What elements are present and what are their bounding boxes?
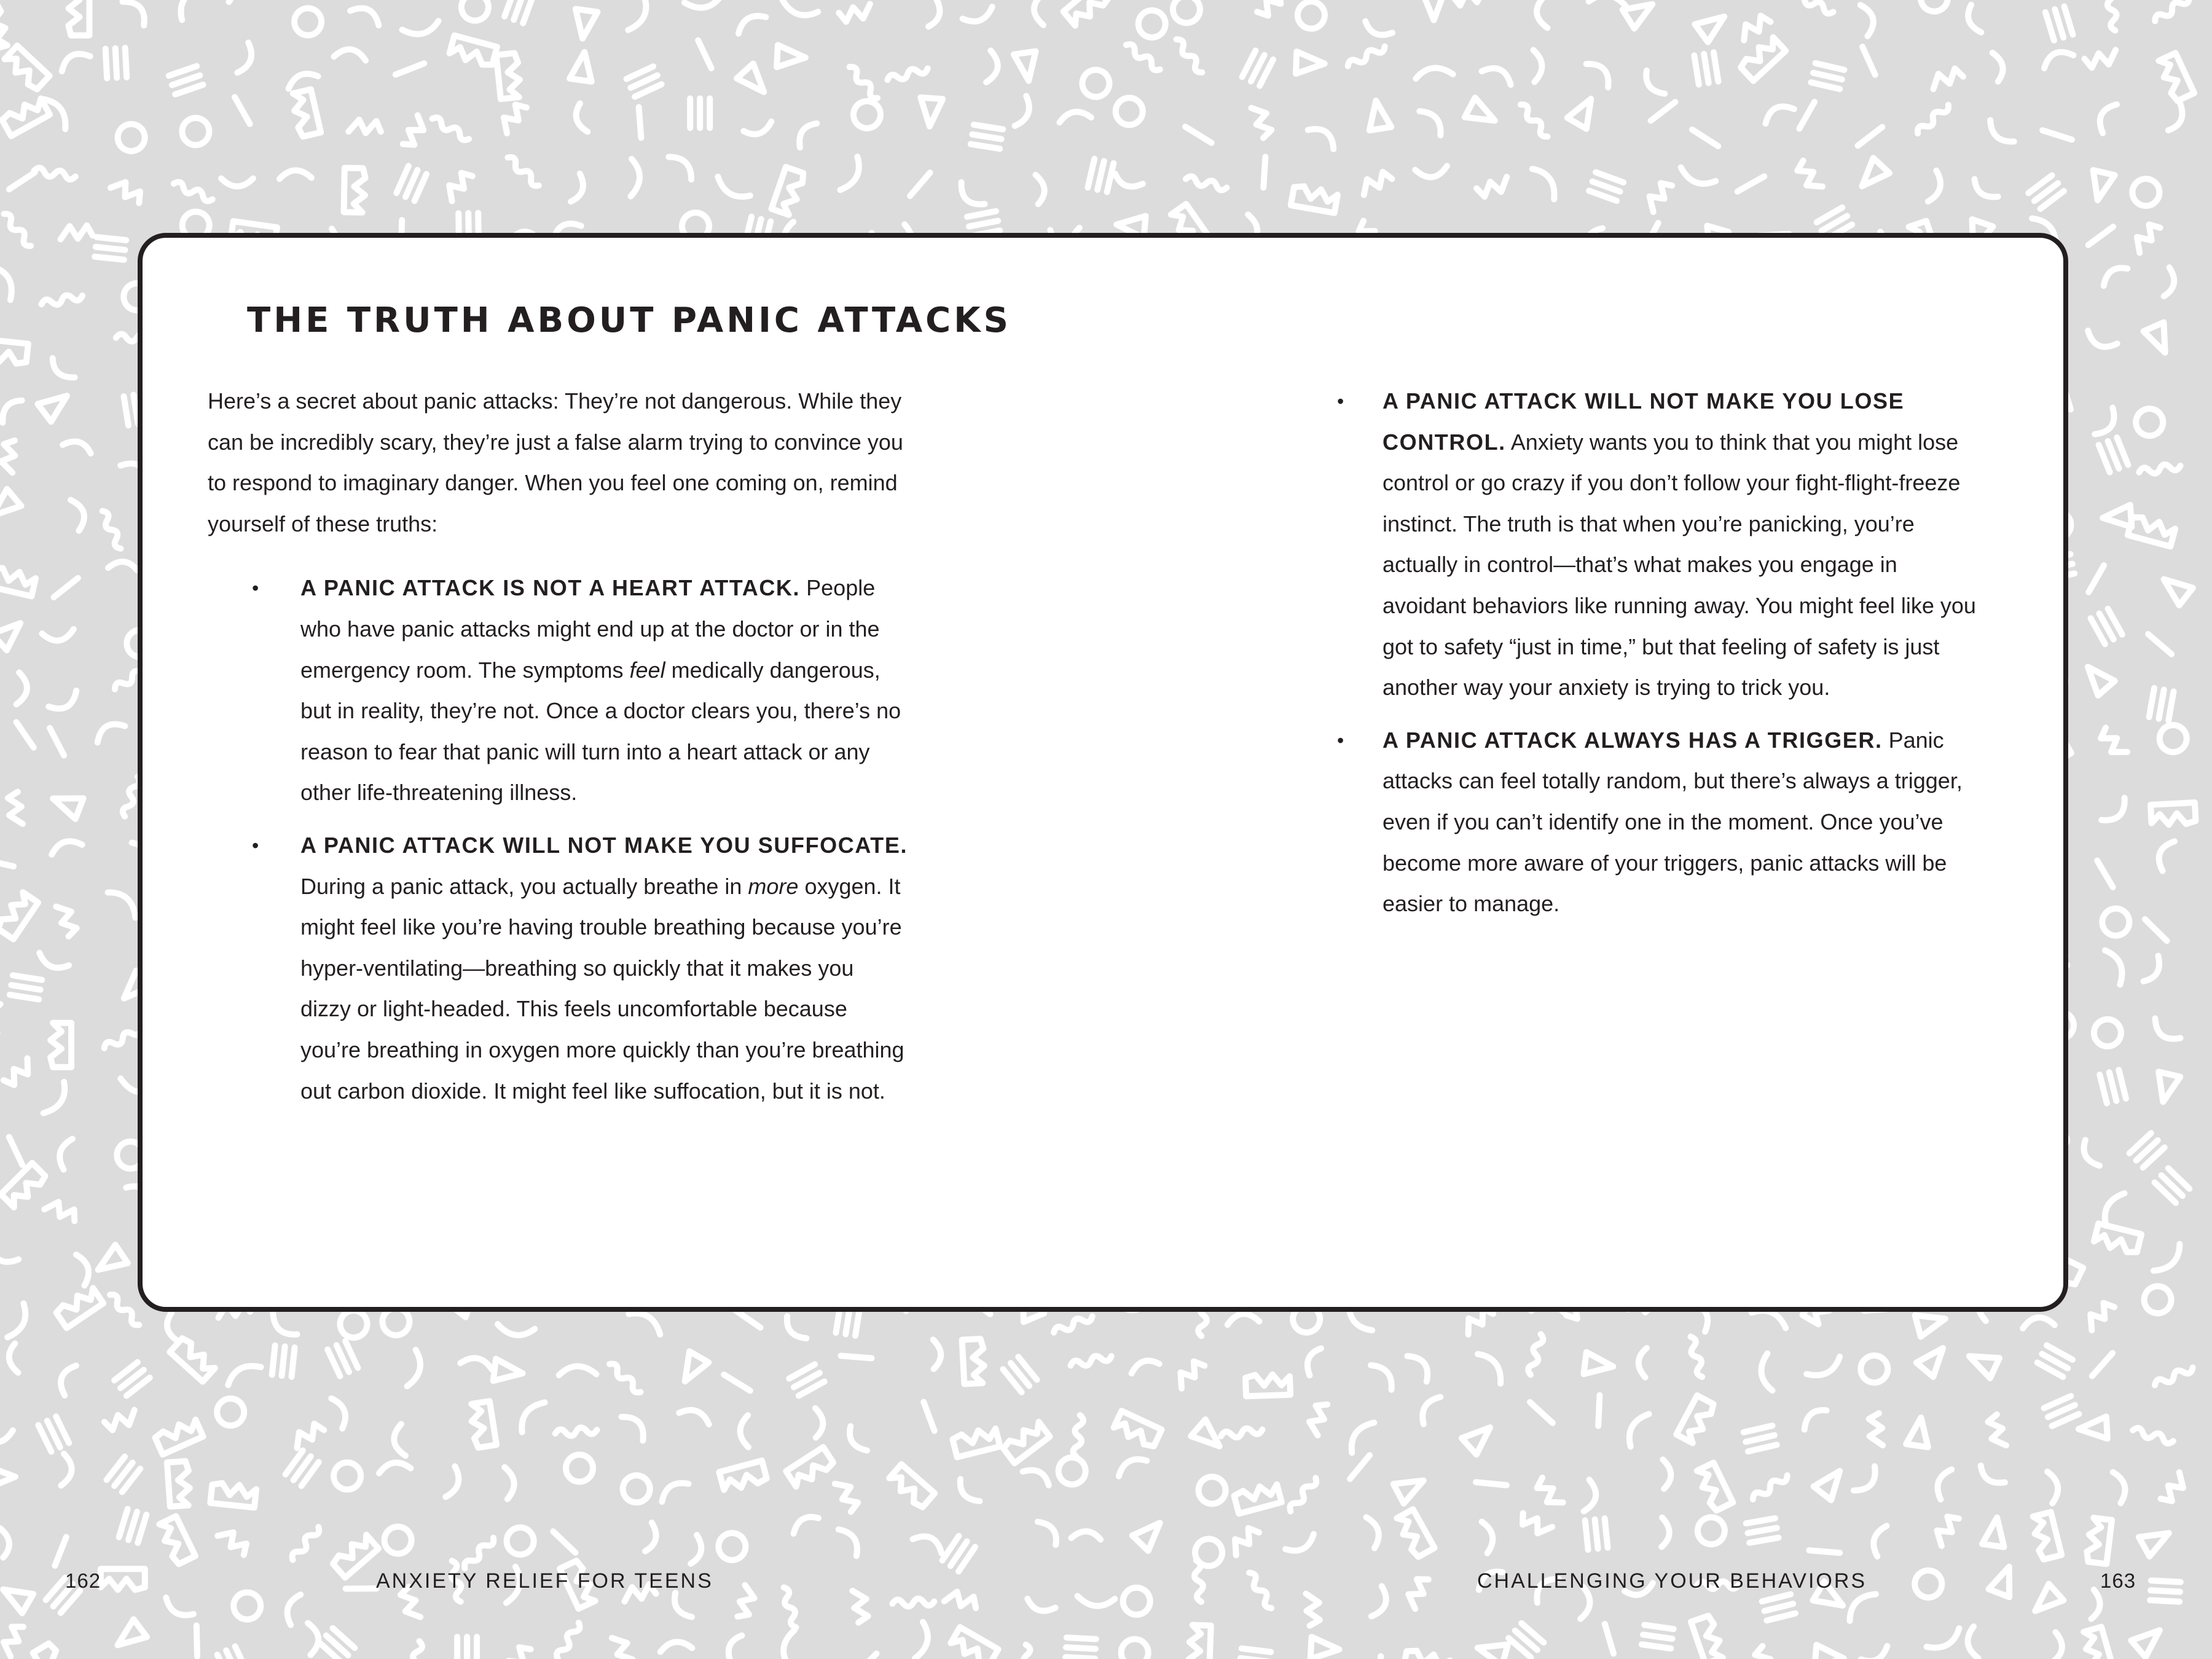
bullet-lead: A PANIC ATTACK ALWAYS HAS A TRIGGER. [1382, 727, 1883, 753]
bullet-text: Panic attacks can feel totally random, but there’s always a trigger, even if you can’t identify one in the moment. Once you’ve become more aware of your triggers, panic attacks will be easier to manage. [1382, 727, 1963, 917]
left-running-head: ANXIETY RELIEF FOR TEENS [376, 1569, 713, 1593]
bullet-text: oxygen. It might feel like you’re having trouble breathing because you’re hyper-ventilating—breathing so quickly that it makes you dizzy or light-headed. This feels uncomfortable because you’re breathing in oxygen more quickly than you’re breathing out carbon dioxide. It might feel like suffocation, but it is not. [300, 873, 904, 1104]
bullet-text: People who have panic attacks might end up at the doctor or in the emergency room. The symptoms [300, 575, 880, 683]
left-bullet-list [208, 568, 908, 1112]
bullet-marker: • [252, 834, 259, 857]
intro-paragraph: Here’s a secret about panic attacks: They’re not dangerous. While they can be incredibly scary, they’re just a false alarm trying to convince you to respond to imaginary danger. When you feel one coming on, remind yourself of these truths: [208, 388, 903, 536]
right-page-number: 163 [2100, 1569, 2136, 1592]
bullet-heart-attack [208, 568, 908, 814]
bullet-lose-control [1337, 381, 1976, 708]
bullet-marker: • [1337, 729, 1344, 751]
left-page-number: 162 [65, 1569, 101, 1592]
bullet-marker: • [252, 577, 259, 600]
page-title: THE TRUTH ABOUT PANIC ATTACKS [247, 300, 1011, 340]
right-column [1337, 381, 1976, 936]
bullet-trigger [1337, 720, 1976, 925]
bullet-text: During a panic attack, you actually breathe in [300, 873, 748, 899]
emphasis-text: more [748, 873, 799, 899]
bullet-lead: A PANIC ATTACK WILL NOT MAKE YOU SUFFOCATE. [300, 832, 908, 858]
bullet-marker: • [1337, 390, 1344, 412]
bullet-suffocate [208, 825, 908, 1112]
bullet-lead: A PANIC ATTACK IS NOT A HEART ATTACK. [300, 575, 801, 601]
bullet-lead: A PANIC ATTACK WILL NOT MAKE YOU LOSE CONTROL. [1382, 388, 1905, 455]
bullet-text: Anxiety wants you to think that you might lose control or go crazy if you don’t follow your fight-flight-freeze instinct. The truth is that when you’re panicking, you’re actually in control—that’s what makes you engage in avoidant behaviors like running away. You might feel like you got to safety “just in time,” but that feeling of safety is just another way your anxiety is trying to trick you. [1382, 429, 1976, 700]
left-column [208, 381, 908, 1123]
bullet-text: medically dangerous, but in reality, they’re not. Once a doctor clears you, there’s no reason to fear that panic will turn into a heart attack or any other life-threatening illness. [300, 657, 901, 806]
right-running-head: CHALLENGING YOUR BEHAVIORS [1477, 1569, 1867, 1593]
right-bullet-list [1337, 381, 1976, 925]
emphasis-text: feel [629, 657, 665, 683]
